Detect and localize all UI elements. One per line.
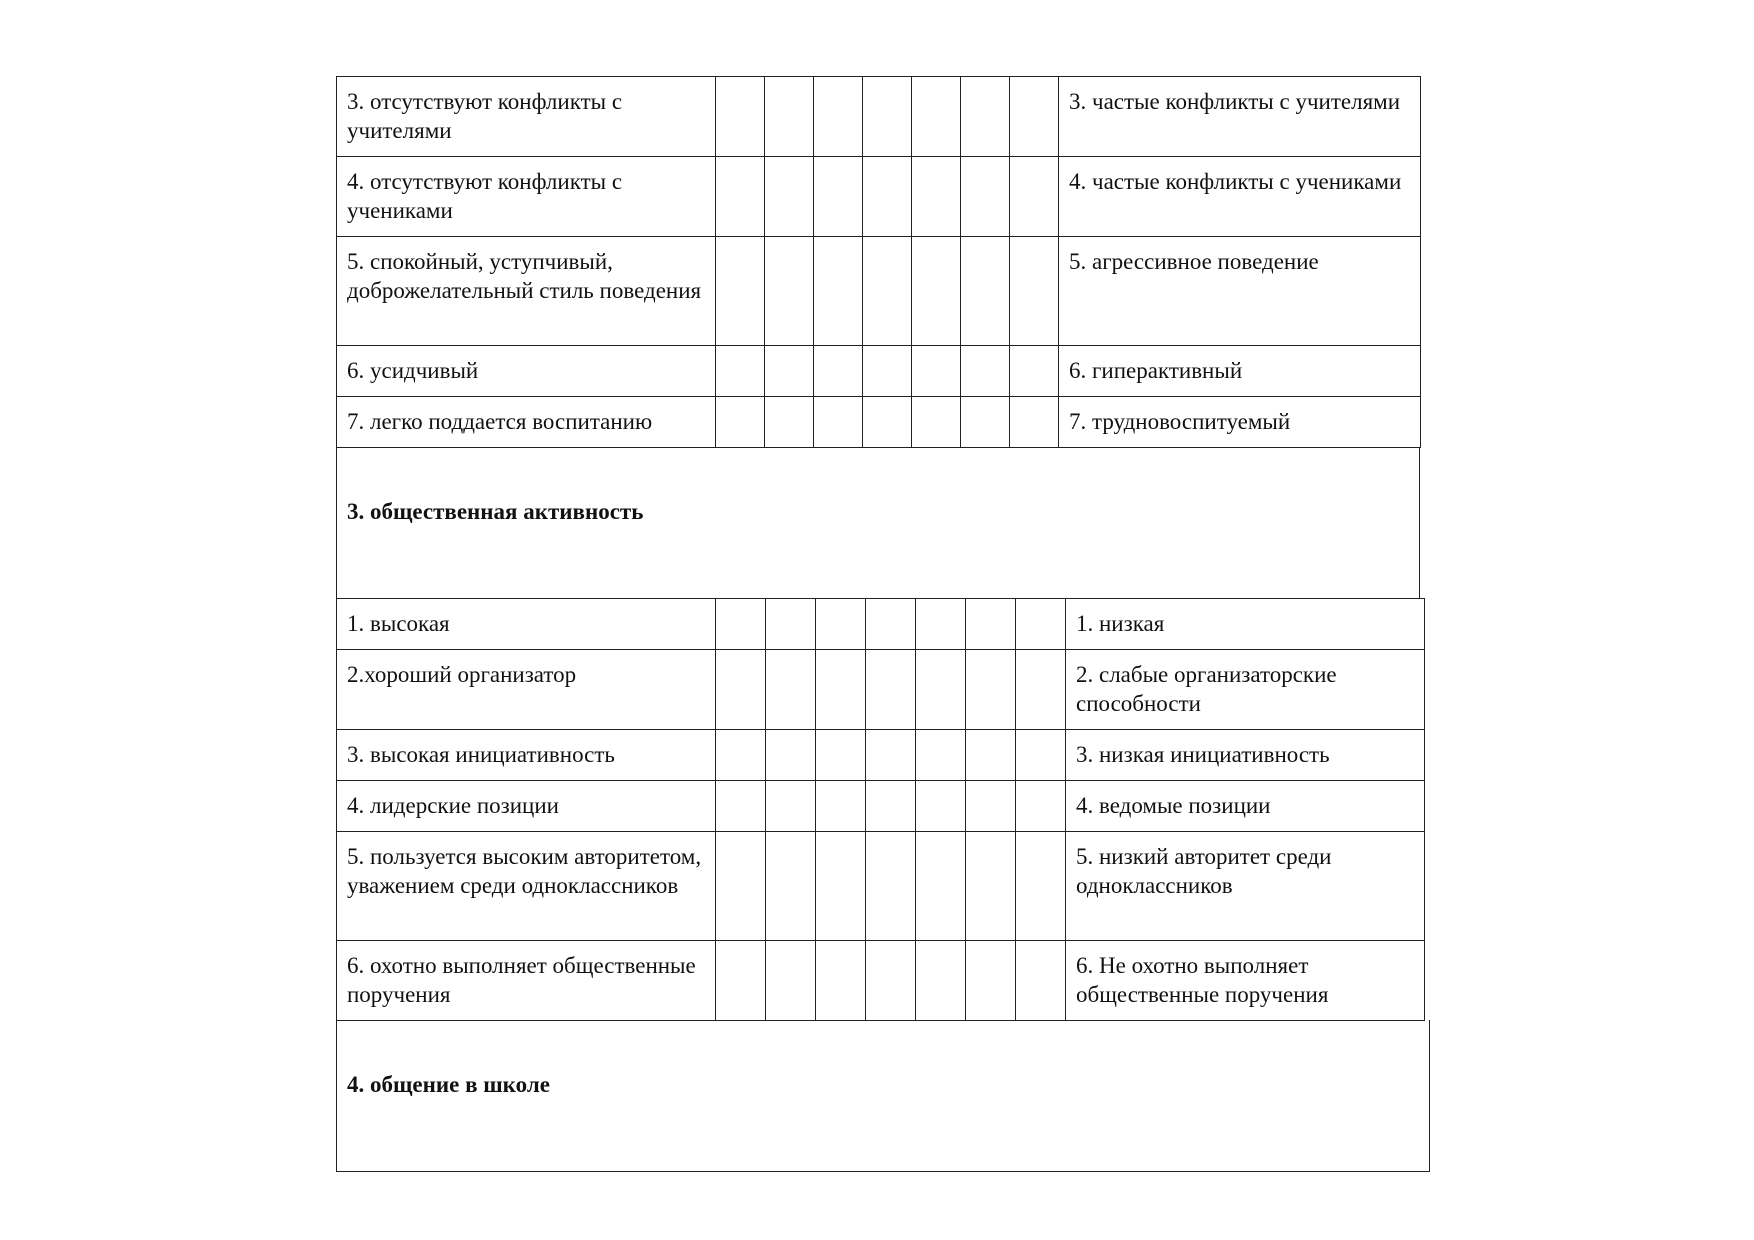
rating-cell[interactable] xyxy=(814,157,863,237)
rating-cell[interactable] xyxy=(765,346,814,397)
rating-cell[interactable] xyxy=(961,77,1010,157)
rating-cell[interactable] xyxy=(814,397,863,448)
rating-cell[interactable] xyxy=(816,832,866,941)
rating-cell[interactable] xyxy=(866,730,916,781)
rating-cell[interactable] xyxy=(961,346,1010,397)
positive-trait-cell: 2.хороший организатор xyxy=(337,650,716,730)
rating-cell[interactable] xyxy=(966,781,1016,832)
positive-trait-cell: 4. отсутствуют конфликты с учениками xyxy=(337,157,716,237)
rating-cell[interactable] xyxy=(916,781,966,832)
positive-trait-cell: 1. высокая xyxy=(337,599,716,650)
rating-cell[interactable] xyxy=(866,832,916,941)
rating-cell[interactable] xyxy=(912,397,961,448)
table-row xyxy=(337,346,1421,397)
rating-cell[interactable] xyxy=(863,346,912,397)
rating-table-section-3 xyxy=(336,598,1425,1021)
rating-cell[interactable] xyxy=(816,650,866,730)
rating-cell[interactable] xyxy=(866,599,916,650)
rating-cell[interactable] xyxy=(766,832,816,941)
rating-cell[interactable] xyxy=(866,941,916,1021)
rating-cell[interactable] xyxy=(716,832,766,941)
rating-cell[interactable] xyxy=(866,650,916,730)
rating-cell[interactable] xyxy=(716,346,765,397)
rating-cell[interactable] xyxy=(966,650,1016,730)
rating-cell[interactable] xyxy=(716,781,766,832)
rating-cell[interactable] xyxy=(766,650,816,730)
rating-cell[interactable] xyxy=(863,397,912,448)
rating-cell[interactable] xyxy=(912,346,961,397)
rating-cell[interactable] xyxy=(716,77,765,157)
rating-cell[interactable] xyxy=(866,781,916,832)
positive-trait-cell: 3. высокая инициативность xyxy=(337,730,716,781)
rating-cell[interactable] xyxy=(961,157,1010,237)
rating-cell[interactable] xyxy=(916,730,966,781)
rating-cell[interactable] xyxy=(814,77,863,157)
negative-trait-cell: 1. низкая xyxy=(1066,599,1425,650)
rating-cell[interactable] xyxy=(961,397,1010,448)
section-title: 3. общественная активность xyxy=(347,499,644,524)
rating-cell[interactable] xyxy=(863,77,912,157)
rating-cell[interactable] xyxy=(765,157,814,237)
positive-trait-cell: 5. пользуется высоким авторитетом, уважением среди одноклассников xyxy=(337,832,716,941)
rating-cell[interactable] xyxy=(966,599,1016,650)
section-header-school-communication xyxy=(336,1020,1430,1172)
rating-cell[interactable] xyxy=(766,781,816,832)
table-row xyxy=(337,237,1421,346)
negative-trait-cell: 4. частые конфликты с учениками xyxy=(1059,157,1421,237)
rating-cell[interactable] xyxy=(766,599,816,650)
table-row xyxy=(337,781,1425,832)
table-row xyxy=(337,157,1421,237)
rating-cell[interactable] xyxy=(716,599,766,650)
negative-trait-cell: 6. гиперактивный xyxy=(1059,346,1421,397)
rating-cell[interactable] xyxy=(716,941,766,1021)
rating-cell[interactable] xyxy=(816,730,866,781)
positive-trait-cell: 3. отсутствуют конфликты с учителями xyxy=(337,77,716,157)
rating-cell[interactable] xyxy=(1016,650,1066,730)
rating-cell[interactable] xyxy=(1016,599,1066,650)
rating-cell[interactable] xyxy=(816,781,866,832)
rating-cell[interactable] xyxy=(1016,781,1066,832)
rating-cell[interactable] xyxy=(916,832,966,941)
rating-cell[interactable] xyxy=(916,599,966,650)
rating-cell[interactable] xyxy=(1010,157,1059,237)
rating-cell[interactable] xyxy=(716,157,765,237)
rating-cell[interactable] xyxy=(966,941,1016,1021)
positive-trait-cell: 7. легко поддается воспитанию xyxy=(337,397,716,448)
rating-cell[interactable] xyxy=(716,237,765,346)
rating-cell[interactable] xyxy=(912,157,961,237)
rating-cell[interactable] xyxy=(814,346,863,397)
rating-cell[interactable] xyxy=(863,157,912,237)
rating-cell[interactable] xyxy=(1016,832,1066,941)
table-row xyxy=(337,650,1425,730)
rating-cell[interactable] xyxy=(766,730,816,781)
rating-cell[interactable] xyxy=(716,397,765,448)
rating-cell[interactable] xyxy=(863,237,912,346)
rating-cell[interactable] xyxy=(814,237,863,346)
section-header-social-activity xyxy=(336,447,1420,599)
rating-cell[interactable] xyxy=(966,730,1016,781)
positive-trait-cell: 6. охотно выполняет общественные поручения xyxy=(337,941,716,1021)
table-row xyxy=(337,832,1425,941)
negative-trait-cell: 5. агрессивное поведение xyxy=(1059,237,1421,346)
rating-cell[interactable] xyxy=(716,730,766,781)
rating-table-section-2 xyxy=(336,76,1421,448)
table-row xyxy=(337,941,1425,1021)
negative-trait-cell: 7. трудновоспитуемый xyxy=(1059,397,1421,448)
table-row xyxy=(337,730,1425,781)
table-row xyxy=(337,77,1421,157)
negative-trait-cell: 2. слабые организаторские способности xyxy=(1066,650,1425,730)
rating-cell[interactable] xyxy=(765,237,814,346)
negative-trait-cell: 6. Не охотно выполняет общественные поручения xyxy=(1066,941,1425,1021)
rating-cell[interactable] xyxy=(1010,237,1059,346)
rating-cell[interactable] xyxy=(916,650,966,730)
rating-cell[interactable] xyxy=(765,397,814,448)
table-row xyxy=(337,397,1421,448)
table-row xyxy=(337,599,1425,650)
rating-cell[interactable] xyxy=(966,832,1016,941)
positive-trait-cell: 4. лидерские позиции xyxy=(337,781,716,832)
negative-trait-cell: 3. частые конфликты с учителями xyxy=(1059,77,1421,157)
rating-cell[interactable] xyxy=(1010,77,1059,157)
rating-cell[interactable] xyxy=(816,941,866,1021)
rating-cell[interactable] xyxy=(766,941,816,1021)
rating-cell[interactable] xyxy=(1010,397,1059,448)
rating-cell[interactable] xyxy=(1010,346,1059,397)
negative-trait-cell: 4. ведомые позиции xyxy=(1066,781,1425,832)
rating-cell[interactable] xyxy=(1016,941,1066,1021)
negative-trait-cell: 5. низкий авторитет среди одноклассников xyxy=(1066,832,1425,941)
rating-cell[interactable] xyxy=(912,77,961,157)
rating-cell[interactable] xyxy=(816,599,866,650)
rating-cell[interactable] xyxy=(912,237,961,346)
positive-trait-cell: 5. спокойный, уступчивый, доброжелательный стиль поведения xyxy=(337,237,716,346)
rating-cell[interactable] xyxy=(961,237,1010,346)
section-title: 4. общение в школе xyxy=(347,1072,550,1097)
positive-trait-cell: 6. усидчивый xyxy=(337,346,716,397)
rating-cell[interactable] xyxy=(916,941,966,1021)
rating-cell[interactable] xyxy=(1016,730,1066,781)
rating-cell[interactable] xyxy=(716,650,766,730)
rating-cell[interactable] xyxy=(765,77,814,157)
negative-trait-cell: 3. низкая инициативность xyxy=(1066,730,1425,781)
